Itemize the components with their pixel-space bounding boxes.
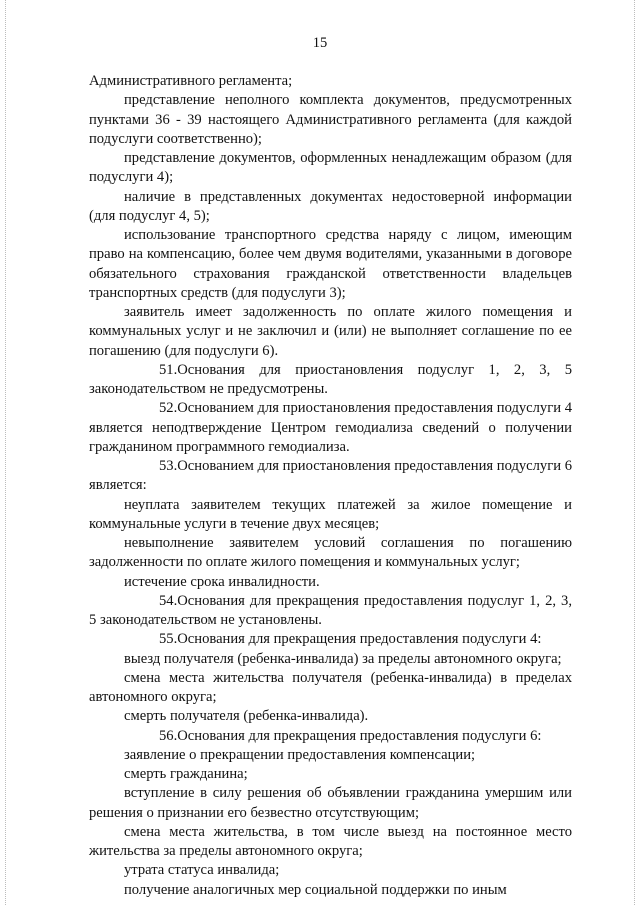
numbered-paragraph — [89, 630, 572, 649]
paragraph-text: невыполнение заявителем условий соглашения по погашению задолженности по оплате жилого помещения и коммунальных услуг; — [89, 535, 572, 571]
paragraph-text: Основания для прекращения предоставления подуслуги 4: — [177, 631, 542, 648]
list-item-paragraph — [89, 823, 572, 862]
paragraph-number: 55. — [159, 631, 178, 648]
list-item-paragraph — [89, 861, 572, 880]
scan-edge-right — [634, 0, 635, 905]
numbered-paragraph — [89, 457, 572, 496]
paragraph-text: представление неполного комплекта документов, предусмотренных пунктами 36 - 39 настоящего Административного регламента (для каждой подуслуги соответственно); — [89, 92, 572, 147]
numbered-paragraph — [89, 592, 572, 631]
list-item-paragraph — [89, 707, 572, 726]
document-body — [89, 72, 572, 900]
paragraph-text: смерть получателя (ребенка-инвалида). — [124, 708, 369, 725]
continued-text — [89, 72, 572, 91]
list-item-paragraph — [89, 534, 572, 573]
list-item-paragraph — [89, 91, 572, 149]
list-item-paragraph — [89, 188, 572, 227]
paragraph-text: Административного регламента; — [89, 73, 293, 89]
paragraph-text: Основанием для приостановления предоставления подуслуги 6 является: — [89, 458, 572, 494]
paragraph-number: 56. — [159, 727, 178, 744]
list-item-paragraph — [89, 303, 572, 361]
paragraph-text: истечение срока инвалидности. — [124, 573, 320, 590]
list-item-paragraph — [89, 765, 572, 784]
list-item-paragraph — [89, 573, 572, 592]
paragraph-text: вступление в силу решения об объявлении гражданина умершим или решения о признании его безвестно отсутствующим; — [89, 785, 572, 821]
paragraph-text: смена места жительства, в том числе выезд на постоянное место жительства за пределы автономного округа; — [89, 823, 572, 859]
paragraph-text: выезд получателя (ребенка-инвалида) за пределы автономного округа; — [124, 650, 562, 667]
paragraph-text: Основания для приостановления подуслуг 1, 2, 3, 5 законодательством не предусмотрены. — [89, 361, 572, 397]
paragraph-number: 52. — [159, 400, 178, 417]
paragraph-text: заявитель имеет задолженность по оплате жилого помещения и коммунальных услуг и не заключил и (или) не выполняет соглашение по ее погашению (для подуслуги 6). — [89, 304, 572, 359]
paragraph-number: 53. — [159, 458, 178, 474]
list-item-paragraph — [89, 496, 572, 535]
list-item-paragraph — [89, 226, 572, 303]
paragraph-text: смерть гражданина; — [124, 766, 248, 782]
page-number: 15 — [312, 35, 328, 51]
paragraph-number: 54. — [159, 592, 178, 609]
paragraph-text: использование транспортного средства наряду с лицом, имеющим право на компенсацию, более чем двумя водителями, указанными в договоре обязательного страхования гражданской ответственности владельцев транспортных средств (для подуслуги 3); — [89, 227, 572, 301]
paragraph-text: смена места жительства получателя (ребенка-инвалида) в пределах автономного округа; — [89, 669, 572, 705]
list-item-paragraph — [89, 881, 572, 900]
numbered-paragraph — [89, 399, 572, 457]
paragraph-number: 51. — [159, 361, 178, 378]
paragraph-text: неуплата заявителем текущих платежей за жилое помещение и коммунальные услуги в течение двух месяцев; — [89, 496, 572, 532]
list-item-paragraph — [89, 784, 572, 823]
paragraph-text: Основанием для приостановления предоставления подуслуги 4 является неподтверждение Центром гемодиализа сведений о получении гражданином программного гемодиализа. — [89, 400, 572, 455]
list-item-paragraph — [89, 650, 572, 669]
paragraph-text: Основания для прекращения предоставления подуслуги 6: — [177, 727, 542, 744]
list-item-paragraph — [89, 149, 572, 188]
paragraph-text: заявление о прекращении предоставления компенсации; — [124, 746, 476, 763]
paragraph-text: утрата статуса инвалида; — [124, 862, 280, 879]
paragraph-text: наличие в представленных документах недостоверной информации (для подуслуг 4, 5); — [89, 188, 572, 224]
paragraph-text: получение аналогичных мер социальной поддержки по иным — [124, 881, 507, 898]
list-item-paragraph — [89, 669, 572, 708]
list-item-paragraph — [89, 746, 572, 765]
paragraph-text: представление документов, оформленных ненадлежащим образом (для подуслуги 4); — [89, 150, 572, 186]
numbered-paragraph — [89, 361, 572, 400]
scan-edge-left — [5, 0, 6, 905]
numbered-paragraph — [89, 727, 572, 746]
paragraph-text: Основания для прекращения предоставления подуслуг 1, 2, 3, 5 законодательством не установлены. — [89, 592, 572, 628]
